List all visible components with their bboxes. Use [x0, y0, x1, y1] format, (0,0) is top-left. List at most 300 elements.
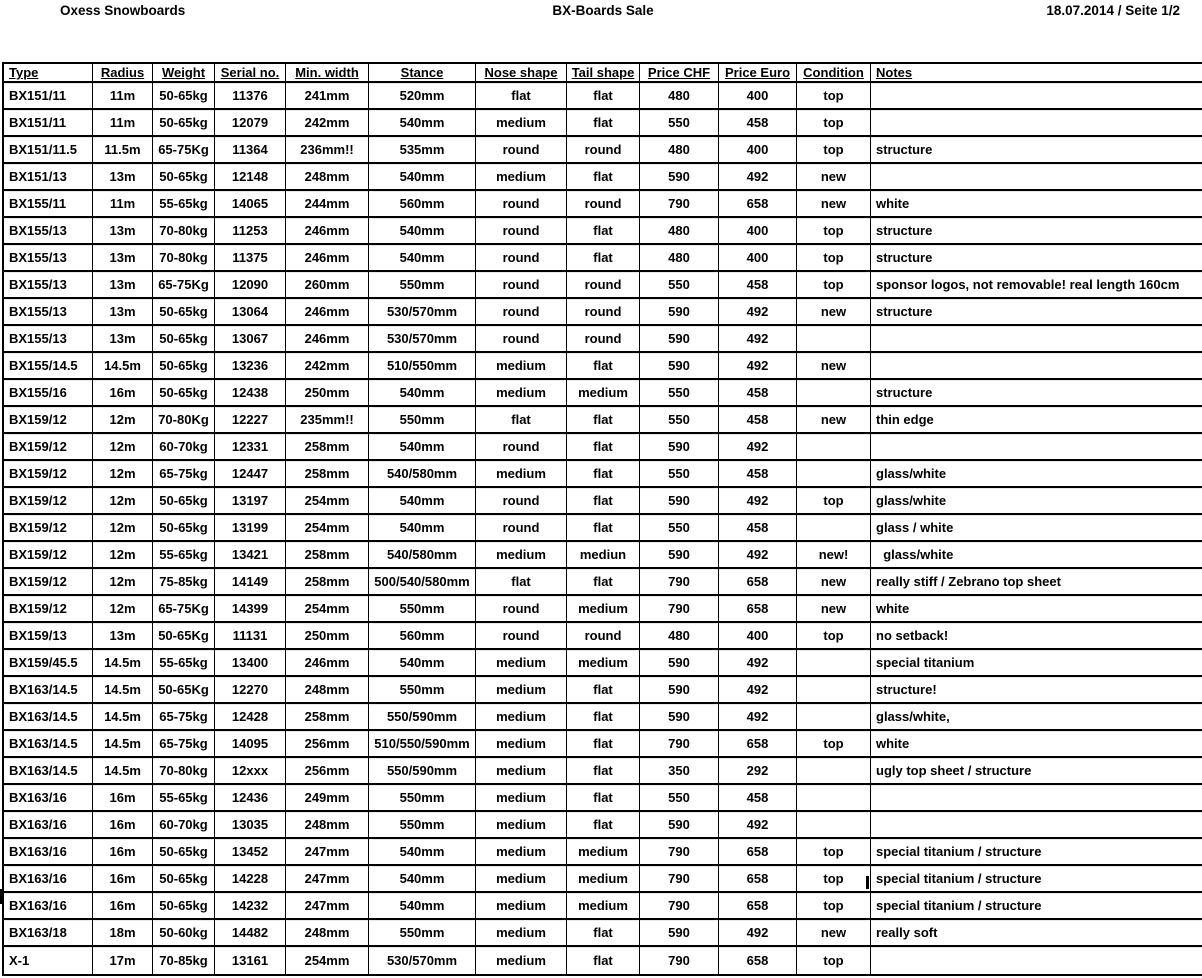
- cell-min-width: 244mm: [285, 191, 368, 218]
- cell-notes: [870, 353, 1202, 380]
- cell-weight: 50-65kg: [152, 110, 214, 137]
- cell-condition: [796, 380, 870, 407]
- cell-serial-no: 12331: [214, 434, 285, 461]
- cell-condition: new: [796, 164, 870, 191]
- cell-condition: [796, 515, 870, 542]
- cell-price-chf: 590: [639, 812, 718, 839]
- cell-condition: top: [796, 623, 870, 650]
- cell-nose-shape: round: [475, 326, 566, 353]
- cell-radius: 16m: [92, 380, 152, 407]
- cell-radius: 16m: [92, 893, 152, 920]
- cell-notes: [870, 434, 1202, 461]
- cell-condition: top: [796, 83, 870, 110]
- cell-nose-shape: medium: [475, 866, 566, 893]
- cell-type: BX163/14.5: [4, 704, 92, 731]
- cell-tail-shape: flat: [566, 407, 639, 434]
- cell-weight: 50-65Kg: [152, 677, 214, 704]
- cell-min-width: 247mm: [285, 866, 368, 893]
- cell-notes: really soft: [870, 920, 1202, 947]
- cell-min-width: 236mm!!: [285, 137, 368, 164]
- cell-nose-shape: medium: [475, 353, 566, 380]
- cell-notes: glass/white: [870, 542, 1202, 569]
- cell-nose-shape: flat: [475, 83, 566, 110]
- table-row: [4, 353, 1202, 380]
- cell-notes: [870, 110, 1202, 137]
- table-row: [4, 731, 1202, 758]
- cell-weight: 60-70kg: [152, 434, 214, 461]
- cell-price-chf: 350: [639, 758, 718, 785]
- cell-tail-shape: flat: [566, 758, 639, 785]
- cell-radius: 14.5m: [92, 758, 152, 785]
- cell-serial-no: 13035: [214, 812, 285, 839]
- cell-min-width: 250mm: [285, 623, 368, 650]
- cell-stance: 550mm: [368, 272, 475, 299]
- table-row: [4, 218, 1202, 245]
- cell-notes: glass / white: [870, 515, 1202, 542]
- cell-radius: 14.5m: [92, 704, 152, 731]
- cell-tail-shape: round: [566, 623, 639, 650]
- cell-price-euro: 492: [718, 542, 796, 569]
- cell-min-width: 242mm: [285, 353, 368, 380]
- cell-condition: new: [796, 299, 870, 326]
- cell-price-euro: 492: [718, 812, 796, 839]
- table-row: [4, 542, 1202, 569]
- cell-stance: 550mm: [368, 785, 475, 812]
- cell-serial-no: 14399: [214, 596, 285, 623]
- cell-type: X-1: [4, 947, 92, 974]
- print-artifact-tick: [0, 889, 4, 904]
- cell-price-chf: 790: [639, 596, 718, 623]
- cell-stance: 540mm: [368, 893, 475, 920]
- cell-nose-shape: flat: [475, 569, 566, 596]
- cell-serial-no: 11131: [214, 623, 285, 650]
- cell-price-euro: 492: [718, 434, 796, 461]
- table-row: [4, 650, 1202, 677]
- cell-notes: [870, 326, 1202, 353]
- cell-min-width: 258mm: [285, 434, 368, 461]
- cell-condition: [796, 650, 870, 677]
- cell-tail-shape: medium: [566, 380, 639, 407]
- cell-nose-shape: medium: [475, 920, 566, 947]
- cell-condition: top: [796, 488, 870, 515]
- cell-condition: top: [796, 866, 870, 893]
- cell-nose-shape: round: [475, 515, 566, 542]
- cell-tail-shape: round: [566, 272, 639, 299]
- cell-nose-shape: medium: [475, 947, 566, 974]
- cell-condition: [796, 326, 870, 353]
- cell-tail-shape: flat: [566, 677, 639, 704]
- cell-radius: 12m: [92, 407, 152, 434]
- table-row: [4, 758, 1202, 785]
- cell-notes: special titanium / structure: [870, 866, 1202, 893]
- cell-serial-no: 11375: [214, 245, 285, 272]
- cell-weight: 50-65kg: [152, 326, 214, 353]
- cell-tail-shape: flat: [566, 731, 639, 758]
- cell-condition: top: [796, 839, 870, 866]
- cell-price-chf: 790: [639, 839, 718, 866]
- cell-min-width: 248mm: [285, 677, 368, 704]
- cell-nose-shape: medium: [475, 812, 566, 839]
- cell-stance: 510/550mm: [368, 353, 475, 380]
- cell-price-chf: 790: [639, 893, 718, 920]
- cell-radius: 16m: [92, 812, 152, 839]
- cell-price-chf: 590: [639, 542, 718, 569]
- cell-notes: structure: [870, 299, 1202, 326]
- cell-tail-shape: round: [566, 326, 639, 353]
- cell-nose-shape: round: [475, 218, 566, 245]
- cell-type: BX159/12: [4, 461, 92, 488]
- column-header-weight: Weight: [152, 64, 214, 83]
- cell-tail-shape: flat: [566, 110, 639, 137]
- cell-nose-shape: round: [475, 434, 566, 461]
- cell-nose-shape: medium: [475, 164, 566, 191]
- cell-condition: top: [796, 218, 870, 245]
- cell-notes: structure: [870, 137, 1202, 164]
- cell-serial-no: 12079: [214, 110, 285, 137]
- cell-min-width: 246mm: [285, 218, 368, 245]
- cell-price-euro: 458: [718, 515, 796, 542]
- cell-price-euro: 400: [718, 623, 796, 650]
- cell-min-width: 258mm: [285, 569, 368, 596]
- cell-condition: top: [796, 893, 870, 920]
- cell-radius: 12m: [92, 488, 152, 515]
- column-header-radius: Radius: [92, 64, 152, 83]
- cell-price-euro: 658: [718, 731, 796, 758]
- table-row: [4, 461, 1202, 488]
- cell-serial-no: 11364: [214, 137, 285, 164]
- cell-price-chf: 790: [639, 947, 718, 974]
- cell-price-chf: 550: [639, 110, 718, 137]
- cell-type: BX159/12: [4, 542, 92, 569]
- cell-tail-shape: round: [566, 191, 639, 218]
- cell-nose-shape: medium: [475, 380, 566, 407]
- cell-price-chf: 480: [639, 245, 718, 272]
- cell-nose-shape: flat: [475, 407, 566, 434]
- cell-price-euro: 492: [718, 164, 796, 191]
- table-row: [4, 326, 1202, 353]
- cell-nose-shape: medium: [475, 893, 566, 920]
- cell-notes: [870, 83, 1202, 110]
- cell-notes: [870, 812, 1202, 839]
- cell-min-width: 248mm: [285, 164, 368, 191]
- cell-notes: special titanium / structure: [870, 839, 1202, 866]
- cell-weight: 70-80kg: [152, 218, 214, 245]
- cell-price-euro: 492: [718, 704, 796, 731]
- cell-type: BX155/13: [4, 245, 92, 272]
- cell-price-chf: 480: [639, 623, 718, 650]
- cell-radius: 17m: [92, 947, 152, 974]
- cell-condition: top: [796, 731, 870, 758]
- cell-notes: glass/white: [870, 488, 1202, 515]
- cell-serial-no: 13452: [214, 839, 285, 866]
- cell-min-width: 247mm: [285, 839, 368, 866]
- cell-nose-shape: medium: [475, 839, 566, 866]
- cell-serial-no: 13161: [214, 947, 285, 974]
- cell-min-width: 258mm: [285, 461, 368, 488]
- cell-price-chf: 590: [639, 353, 718, 380]
- cell-type: BX151/11.5: [4, 137, 92, 164]
- cell-serial-no: 13197: [214, 488, 285, 515]
- cell-min-width: 247mm: [285, 893, 368, 920]
- cell-serial-no: 12227: [214, 407, 285, 434]
- cell-min-width: 254mm: [285, 515, 368, 542]
- cell-serial-no: 14065: [214, 191, 285, 218]
- cell-stance: 540mm: [368, 839, 475, 866]
- table-row: [4, 407, 1202, 434]
- cell-serial-no: 13199: [214, 515, 285, 542]
- cell-stance: 540mm: [368, 110, 475, 137]
- table-row: [4, 137, 1202, 164]
- cell-tail-shape: flat: [566, 461, 639, 488]
- cell-notes: really stiff / Zebrano top sheet: [870, 569, 1202, 596]
- cell-tail-shape: flat: [566, 218, 639, 245]
- cell-tail-shape: round: [566, 137, 639, 164]
- cell-stance: 540/580mm: [368, 461, 475, 488]
- cell-serial-no: 13236: [214, 353, 285, 380]
- cell-tail-shape: medium: [566, 650, 639, 677]
- cell-min-width: 258mm: [285, 704, 368, 731]
- cell-stance: 550mm: [368, 407, 475, 434]
- cell-price-chf: 590: [639, 164, 718, 191]
- cell-radius: 14.5m: [92, 353, 152, 380]
- cell-price-chf: 790: [639, 191, 718, 218]
- cell-notes: white: [870, 191, 1202, 218]
- cell-weight: 50-65kg: [152, 515, 214, 542]
- table-row: [4, 299, 1202, 326]
- cell-stance: 540mm: [368, 866, 475, 893]
- cell-weight: 50-65kg: [152, 164, 214, 191]
- cell-radius: 12m: [92, 515, 152, 542]
- table-row: [4, 947, 1202, 974]
- cell-min-width: 254mm: [285, 596, 368, 623]
- cell-min-width: 242mm: [285, 110, 368, 137]
- cell-min-width: 241mm: [285, 83, 368, 110]
- cell-condition: top: [796, 947, 870, 974]
- cell-condition: top: [796, 272, 870, 299]
- cell-type: BX151/11: [4, 110, 92, 137]
- cell-weight: 50-65kg: [152, 353, 214, 380]
- table-row: [4, 677, 1202, 704]
- cell-weight: 70-85kg: [152, 947, 214, 974]
- table-row: [4, 920, 1202, 947]
- cell-stance: 550/590mm: [368, 758, 475, 785]
- cell-weight: 65-75kg: [152, 731, 214, 758]
- cell-min-width: 256mm: [285, 731, 368, 758]
- cell-condition: [796, 677, 870, 704]
- cell-price-euro: 492: [718, 488, 796, 515]
- cell-nose-shape: round: [475, 596, 566, 623]
- table-row: [4, 893, 1202, 920]
- cell-type: BX155/13: [4, 299, 92, 326]
- cell-price-euro: 658: [718, 893, 796, 920]
- cell-weight: 50-65kg: [152, 83, 214, 110]
- cell-min-width: 246mm: [285, 299, 368, 326]
- cell-nose-shape: medium: [475, 704, 566, 731]
- cell-tail-shape: flat: [566, 164, 639, 191]
- cell-type: BX163/16: [4, 866, 92, 893]
- cell-type: BX159/12: [4, 434, 92, 461]
- cell-min-width: 249mm: [285, 785, 368, 812]
- cell-stance: 550mm: [368, 596, 475, 623]
- cell-tail-shape: flat: [566, 785, 639, 812]
- cell-condition: top: [796, 110, 870, 137]
- cell-notes: white: [870, 731, 1202, 758]
- cell-radius: 16m: [92, 866, 152, 893]
- cell-nose-shape: round: [475, 245, 566, 272]
- cell-price-euro: 658: [718, 596, 796, 623]
- cell-stance: 560mm: [368, 623, 475, 650]
- cell-price-euro: 492: [718, 650, 796, 677]
- cell-stance: 500/540/580mm: [368, 569, 475, 596]
- cell-tail-shape: flat: [566, 353, 639, 380]
- cell-condition: top: [796, 137, 870, 164]
- cell-serial-no: 13421: [214, 542, 285, 569]
- cell-price-chf: 480: [639, 137, 718, 164]
- cell-stance: 535mm: [368, 137, 475, 164]
- cell-condition: new: [796, 407, 870, 434]
- boards-table: [2, 62, 1202, 976]
- cell-price-chf: 550: [639, 407, 718, 434]
- cell-condition: [796, 461, 870, 488]
- cell-radius: 14.5m: [92, 677, 152, 704]
- cell-price-euro: 458: [718, 461, 796, 488]
- column-header-tail-shape: Tail shape: [566, 64, 639, 83]
- cell-serial-no: 12438: [214, 380, 285, 407]
- cell-stance: 550/590mm: [368, 704, 475, 731]
- cell-weight: 50-65kg: [152, 488, 214, 515]
- cell-radius: 11m: [92, 191, 152, 218]
- cell-stance: 540mm: [368, 245, 475, 272]
- cell-nose-shape: medium: [475, 785, 566, 812]
- cell-condition: [796, 704, 870, 731]
- cell-serial-no: 12436: [214, 785, 285, 812]
- table-row: [4, 515, 1202, 542]
- cell-tail-shape: flat: [566, 83, 639, 110]
- cell-min-width: 256mm: [285, 758, 368, 785]
- column-header-price-euro: Price Euro: [718, 64, 796, 83]
- cell-weight: 50-60kg: [152, 920, 214, 947]
- header-row: [4, 64, 1202, 83]
- cell-notes: structure: [870, 245, 1202, 272]
- cell-type: BX151/13: [4, 164, 92, 191]
- cell-serial-no: 14149: [214, 569, 285, 596]
- cell-type: BX163/16: [4, 839, 92, 866]
- cell-type: BX155/13: [4, 218, 92, 245]
- cell-condition: new: [796, 191, 870, 218]
- cell-price-chf: 790: [639, 569, 718, 596]
- cell-stance: 550mm: [368, 677, 475, 704]
- cell-tail-shape: flat: [566, 434, 639, 461]
- cell-serial-no: 12447: [214, 461, 285, 488]
- cell-notes: [870, 785, 1202, 812]
- cell-radius: 14.5m: [92, 731, 152, 758]
- cell-tail-shape: flat: [566, 920, 639, 947]
- table-row: [4, 488, 1202, 515]
- cell-type: BX155/16: [4, 380, 92, 407]
- cell-serial-no: 11376: [214, 83, 285, 110]
- cell-radius: 13m: [92, 299, 152, 326]
- cell-condition: new: [796, 596, 870, 623]
- table-row: [4, 110, 1202, 137]
- cell-notes: [870, 164, 1202, 191]
- cell-notes: no setback!: [870, 623, 1202, 650]
- cell-price-chf: 590: [639, 299, 718, 326]
- cell-condition: [796, 785, 870, 812]
- cell-weight: 55-65kg: [152, 191, 214, 218]
- cell-price-chf: 590: [639, 326, 718, 353]
- cell-price-chf: 790: [639, 731, 718, 758]
- cell-serial-no: 12148: [214, 164, 285, 191]
- cell-weight: 65-75Kg: [152, 596, 214, 623]
- cell-notes: structure: [870, 380, 1202, 407]
- cell-radius: 12m: [92, 569, 152, 596]
- cell-price-chf: 590: [639, 920, 718, 947]
- cell-price-chf: 590: [639, 677, 718, 704]
- table-row: [4, 164, 1202, 191]
- cell-radius: 16m: [92, 839, 152, 866]
- cell-min-width: 248mm: [285, 812, 368, 839]
- cell-weight: 50-65kg: [152, 839, 214, 866]
- cell-stance: 540mm: [368, 515, 475, 542]
- cell-price-euro: 658: [718, 947, 796, 974]
- cell-nose-shape: medium: [475, 677, 566, 704]
- cell-weight: 65-75Kg: [152, 272, 214, 299]
- cell-serial-no: 11253: [214, 218, 285, 245]
- cell-min-width: 248mm: [285, 920, 368, 947]
- cell-nose-shape: medium: [475, 110, 566, 137]
- cell-price-euro: 458: [718, 272, 796, 299]
- cell-price-chf: 590: [639, 488, 718, 515]
- cell-weight: 55-65kg: [152, 542, 214, 569]
- cell-serial-no: 14482: [214, 920, 285, 947]
- cell-weight: 50-65kg: [152, 299, 214, 326]
- cell-tail-shape: flat: [566, 569, 639, 596]
- cell-price-euro: 658: [718, 866, 796, 893]
- cell-weight: 70-80Kg: [152, 407, 214, 434]
- cell-price-euro: 400: [718, 137, 796, 164]
- cell-condition: [796, 812, 870, 839]
- cell-tail-shape: flat: [566, 488, 639, 515]
- column-header-stance: Stance: [368, 64, 475, 83]
- cell-condition: new!: [796, 542, 870, 569]
- cell-radius: 12m: [92, 434, 152, 461]
- cell-stance: 550mm: [368, 812, 475, 839]
- cell-serial-no: 12428: [214, 704, 285, 731]
- cell-price-euro: 458: [718, 785, 796, 812]
- table-row: [4, 704, 1202, 731]
- cell-price-chf: 590: [639, 434, 718, 461]
- document-title: Oxess Snowboards: [60, 3, 186, 18]
- cell-price-euro: 492: [718, 677, 796, 704]
- cell-price-euro: 400: [718, 83, 796, 110]
- cell-min-width: 246mm: [285, 245, 368, 272]
- cell-type: BX163/14.5: [4, 677, 92, 704]
- table-row: [4, 245, 1202, 272]
- column-header-condition: Condition: [796, 64, 870, 83]
- cell-condition: new: [796, 920, 870, 947]
- cell-weight: 55-65kg: [152, 650, 214, 677]
- cell-nose-shape: round: [475, 137, 566, 164]
- cell-price-chf: 550: [639, 380, 718, 407]
- cell-nose-shape: round: [475, 623, 566, 650]
- cell-stance: 540mm: [368, 380, 475, 407]
- cell-radius: 13m: [92, 272, 152, 299]
- cell-tail-shape: flat: [566, 704, 639, 731]
- table-row: [4, 569, 1202, 596]
- cell-notes: white: [870, 596, 1202, 623]
- cell-radius: 16m: [92, 785, 152, 812]
- cell-notes: glass/white: [870, 461, 1202, 488]
